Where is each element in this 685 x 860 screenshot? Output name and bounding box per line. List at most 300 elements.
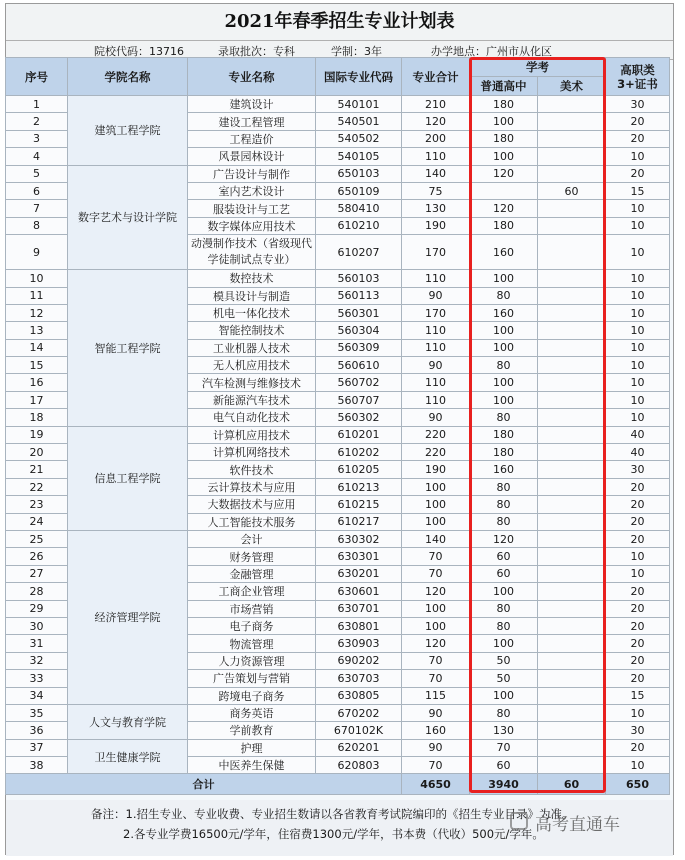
cell-major: 建筑设计	[188, 96, 316, 113]
cell-regular: 100	[470, 270, 538, 287]
cell-code: 610207	[316, 235, 402, 270]
cell-vocational: 15	[606, 687, 670, 704]
cell-seq: 3	[6, 130, 68, 147]
cell-seq: 31	[6, 635, 68, 652]
cell-vocational: 10	[606, 757, 670, 774]
cell-total: 100	[402, 496, 470, 513]
cell-major: 工业机器人技术	[188, 339, 316, 356]
cell-vocational: 10	[606, 391, 670, 408]
cell-total: 140	[402, 530, 470, 547]
cell-code: 690202	[316, 652, 402, 669]
totals-art: 60	[538, 774, 606, 795]
cell-vocational: 30	[606, 722, 670, 739]
cell-total: 220	[402, 444, 470, 461]
cell-art	[538, 478, 606, 495]
cell-code: 620803	[316, 757, 402, 774]
header-vocational: 高职类3+证书	[606, 58, 670, 96]
cell-major: 计算机网络技术	[188, 444, 316, 461]
cell-seq: 17	[6, 391, 68, 408]
cell-major: 广告设计与制作	[188, 165, 316, 182]
cell-regular: 100	[470, 583, 538, 600]
cell-art	[538, 704, 606, 721]
cell-art	[538, 270, 606, 287]
cell-code: 540502	[316, 130, 402, 147]
cell-art	[538, 339, 606, 356]
cell-major: 动漫制作技术（省级现代学徒制试点专业）	[188, 235, 316, 270]
cell-art	[538, 165, 606, 182]
cell-art	[538, 739, 606, 756]
cell-seq: 28	[6, 583, 68, 600]
header-seq: 序号	[6, 58, 68, 96]
cell-major: 电气自动化技术	[188, 409, 316, 426]
cell-code: 560309	[316, 339, 402, 356]
cell-total: 70	[402, 670, 470, 687]
cell-vocational: 10	[606, 200, 670, 217]
cell-regular: 100	[470, 687, 538, 704]
cell-total: 110	[402, 391, 470, 408]
cell-vocational: 20	[606, 739, 670, 756]
cell-major: 大数据技术与应用	[188, 496, 316, 513]
table-row	[6, 96, 670, 113]
totals-total: 4650	[402, 774, 470, 795]
cell-vocational: 10	[606, 339, 670, 356]
cell-code: 630805	[316, 687, 402, 704]
cell-art	[538, 130, 606, 147]
cell-total: 120	[402, 583, 470, 600]
cell-code: 580410	[316, 200, 402, 217]
cell-vocational: 20	[606, 670, 670, 687]
cell-college: 数字艺术与设计学院	[68, 165, 188, 270]
cell-art	[538, 513, 606, 530]
table-body	[6, 96, 670, 795]
cell-total: 170	[402, 304, 470, 321]
cell-regular: 180	[470, 96, 538, 113]
cell-vocational: 40	[606, 426, 670, 443]
cell-seq: 34	[6, 687, 68, 704]
cell-seq: 22	[6, 478, 68, 495]
cell-regular: 100	[470, 322, 538, 339]
cell-major: 机电一体化技术	[188, 304, 316, 321]
cell-total: 90	[402, 409, 470, 426]
cell-regular: 180	[470, 426, 538, 443]
cell-seq: 36	[6, 722, 68, 739]
cell-major: 金融管理	[188, 565, 316, 582]
cell-total: 200	[402, 130, 470, 147]
cell-art	[538, 530, 606, 547]
header-code: 国际专业代码	[316, 58, 402, 96]
cell-regular: 80	[470, 513, 538, 530]
cell-seq: 6	[6, 182, 68, 199]
cell-art	[538, 235, 606, 270]
cell-regular: 180	[470, 130, 538, 147]
cell-vocational: 10	[606, 548, 670, 565]
cell-regular: 80	[470, 600, 538, 617]
cell-art	[538, 96, 606, 113]
cell-major: 建设工程管理	[188, 113, 316, 130]
cell-seq: 5	[6, 165, 68, 182]
cell-code: 650109	[316, 182, 402, 199]
cell-vocational: 20	[606, 530, 670, 547]
cell-vocational: 10	[606, 217, 670, 234]
cell-regular	[470, 182, 538, 199]
cell-regular: 80	[470, 617, 538, 634]
cell-art	[538, 548, 606, 565]
cell-regular: 180	[470, 217, 538, 234]
cell-total: 110	[402, 148, 470, 165]
cell-code: 630201	[316, 565, 402, 582]
cell-total: 100	[402, 600, 470, 617]
cell-total: 170	[402, 235, 470, 270]
cell-total: 190	[402, 217, 470, 234]
cell-code: 540501	[316, 113, 402, 130]
header-regular: 普通高中	[470, 77, 538, 96]
cell-regular: 60	[470, 757, 538, 774]
cell-total: 210	[402, 96, 470, 113]
cell-regular: 60	[470, 565, 538, 582]
cell-code: 610217	[316, 513, 402, 530]
cell-total: 70	[402, 757, 470, 774]
cell-art	[538, 496, 606, 513]
school-code: 院校代码：13716	[94, 45, 184, 58]
cell-vocational: 20	[606, 165, 670, 182]
cell-art	[538, 409, 606, 426]
cell-major: 人力资源管理	[188, 652, 316, 669]
cell-regular: 160	[470, 235, 538, 270]
cell-major: 学前教育	[188, 722, 316, 739]
cell-regular: 80	[470, 287, 538, 304]
cell-major: 智能控制技术	[188, 322, 316, 339]
cell-regular: 100	[470, 635, 538, 652]
cell-code: 610213	[316, 478, 402, 495]
cell-major: 风景园林设计	[188, 148, 316, 165]
cell-regular: 60	[470, 548, 538, 565]
cell-vocational: 20	[606, 130, 670, 147]
cell-regular: 70	[470, 739, 538, 756]
cell-major: 服装设计与工艺	[188, 200, 316, 217]
table-row	[6, 165, 670, 182]
cell-seq: 14	[6, 339, 68, 356]
cell-seq: 20	[6, 444, 68, 461]
cell-art: 60	[538, 182, 606, 199]
cell-code: 610210	[316, 217, 402, 234]
cell-total: 100	[402, 478, 470, 495]
cell-regular: 120	[470, 200, 538, 217]
cell-code: 630903	[316, 635, 402, 652]
table-row	[6, 739, 670, 756]
page-title: 2021年春季招生专业计划表	[6, 4, 673, 41]
cell-code: 650103	[316, 165, 402, 182]
cell-art	[538, 757, 606, 774]
table-row	[6, 704, 670, 721]
cell-code: 630703	[316, 670, 402, 687]
cell-total: 220	[402, 426, 470, 443]
cell-major: 电子商务	[188, 617, 316, 634]
cell-major: 人工智能技术服务	[188, 513, 316, 530]
watermark: 高考直通车	[535, 815, 620, 835]
cell-total: 100	[402, 617, 470, 634]
cell-vocational: 20	[606, 635, 670, 652]
cell-total: 120	[402, 635, 470, 652]
cell-college: 建筑工程学院	[68, 96, 188, 166]
cell-art	[538, 600, 606, 617]
cell-regular: 80	[470, 409, 538, 426]
cell-seq: 26	[6, 548, 68, 565]
cell-total: 70	[402, 548, 470, 565]
cell-vocational: 10	[606, 235, 670, 270]
cell-regular: 100	[470, 148, 538, 165]
totals-vocational: 650	[606, 774, 670, 795]
cell-major: 工程造价	[188, 130, 316, 147]
cell-total: 110	[402, 270, 470, 287]
cell-vocational: 10	[606, 270, 670, 287]
cell-regular: 50	[470, 670, 538, 687]
cell-vocational: 10	[606, 357, 670, 374]
cell-total: 90	[402, 704, 470, 721]
cell-total: 90	[402, 357, 470, 374]
cell-vocational: 30	[606, 96, 670, 113]
cell-seq: 13	[6, 322, 68, 339]
cell-art	[538, 287, 606, 304]
cell-major: 市场营销	[188, 600, 316, 617]
cell-seq: 7	[6, 200, 68, 217]
header-exam-group: 学考	[470, 58, 606, 77]
cell-vocational: 10	[606, 409, 670, 426]
totals-row	[6, 774, 670, 795]
cell-total: 100	[402, 513, 470, 530]
cell-major: 商务英语	[188, 704, 316, 721]
cell-total: 70	[402, 652, 470, 669]
header-college: 学院名称	[68, 58, 188, 96]
cell-code: 560103	[316, 270, 402, 287]
cell-art	[538, 426, 606, 443]
cell-college: 经济管理学院	[68, 530, 188, 704]
cell-vocational: 20	[606, 478, 670, 495]
cell-code: 610205	[316, 461, 402, 478]
cell-regular: 80	[470, 496, 538, 513]
cell-total: 90	[402, 287, 470, 304]
cell-total: 160	[402, 722, 470, 739]
cell-art	[538, 148, 606, 165]
cell-art	[538, 635, 606, 652]
cell-total: 75	[402, 182, 470, 199]
cell-regular: 100	[470, 113, 538, 130]
cell-vocational: 20	[606, 652, 670, 669]
cell-seq: 8	[6, 217, 68, 234]
enrollment-plan-table	[5, 57, 670, 795]
cell-art	[538, 722, 606, 739]
cell-regular: 160	[470, 461, 538, 478]
cell-art	[538, 565, 606, 582]
cell-art	[538, 617, 606, 634]
cell-major: 中医养生保健	[188, 757, 316, 774]
cell-seq: 38	[6, 757, 68, 774]
cell-seq: 10	[6, 270, 68, 287]
cell-code: 630301	[316, 548, 402, 565]
table-row	[6, 426, 670, 443]
totals-label: 合计	[6, 774, 402, 795]
cell-seq: 21	[6, 461, 68, 478]
cell-regular: 100	[470, 339, 538, 356]
cell-code: 540101	[316, 96, 402, 113]
cell-regular: 160	[470, 304, 538, 321]
cell-code: 630801	[316, 617, 402, 634]
cell-total: 130	[402, 200, 470, 217]
cell-seq: 32	[6, 652, 68, 669]
cell-code: 630701	[316, 600, 402, 617]
cell-vocational: 10	[606, 704, 670, 721]
cell-art	[538, 357, 606, 374]
cell-art	[538, 461, 606, 478]
cell-art	[538, 687, 606, 704]
cell-vocational: 10	[606, 374, 670, 391]
header-total: 专业合计	[402, 58, 470, 96]
cell-major: 汽车检测与维修技术	[188, 374, 316, 391]
cell-code: 560301	[316, 304, 402, 321]
cell-seq: 11	[6, 287, 68, 304]
cell-major: 广告策划与营销	[188, 670, 316, 687]
cell-art	[538, 200, 606, 217]
cell-college: 智能工程学院	[68, 270, 188, 427]
cell-major: 工商企业管理	[188, 583, 316, 600]
cell-major: 财务管理	[188, 548, 316, 565]
cell-vocational: 10	[606, 565, 670, 582]
cell-college: 卫生健康学院	[68, 739, 188, 774]
cell-total: 70	[402, 565, 470, 582]
cell-seq: 16	[6, 374, 68, 391]
admission-batch: 录取批次：专科	[218, 45, 295, 58]
cell-seq: 12	[6, 304, 68, 321]
cell-code: 560113	[316, 287, 402, 304]
cell-major: 跨境电子商务	[188, 687, 316, 704]
cell-code: 620201	[316, 739, 402, 756]
cell-total: 110	[402, 339, 470, 356]
cell-code: 540105	[316, 148, 402, 165]
campus-location: 办学地点：广州市从化区	[431, 45, 552, 58]
cell-vocational: 40	[606, 444, 670, 461]
cell-total: 190	[402, 461, 470, 478]
watermark-logo-icon	[510, 812, 528, 830]
cell-vocational: 15	[606, 182, 670, 199]
cell-vocational: 10	[606, 287, 670, 304]
cell-seq: 29	[6, 600, 68, 617]
cell-seq: 30	[6, 617, 68, 634]
note-line-2: 2.各专业学费16500元/学年，住宿费1300元/学年，书本费（代收）500元/学年。	[123, 827, 544, 841]
cell-vocational: 10	[606, 304, 670, 321]
cell-art	[538, 583, 606, 600]
cell-seq: 24	[6, 513, 68, 530]
cell-vocational: 20	[606, 583, 670, 600]
cell-code: 560304	[316, 322, 402, 339]
cell-vocational: 20	[606, 600, 670, 617]
cell-art	[538, 217, 606, 234]
cell-major: 软件技术	[188, 461, 316, 478]
cell-regular: 180	[470, 444, 538, 461]
header-major: 专业名称	[188, 58, 316, 96]
cell-code: 560302	[316, 409, 402, 426]
cell-vocational: 20	[606, 617, 670, 634]
cell-code: 560707	[316, 391, 402, 408]
cell-vocational: 10	[606, 322, 670, 339]
study-duration: 学制：3年	[331, 45, 382, 58]
cell-seq: 35	[6, 704, 68, 721]
cell-regular: 80	[470, 357, 538, 374]
cell-art	[538, 391, 606, 408]
cell-seq: 18	[6, 409, 68, 426]
cell-seq: 9	[6, 235, 68, 270]
cell-seq: 2	[6, 113, 68, 130]
cell-major: 室内艺术设计	[188, 182, 316, 199]
cell-major: 计算机应用技术	[188, 426, 316, 443]
header-art: 美术	[538, 77, 606, 96]
cell-art	[538, 374, 606, 391]
cell-major: 新能源汽车技术	[188, 391, 316, 408]
cell-seq: 1	[6, 96, 68, 113]
cell-code: 630601	[316, 583, 402, 600]
table-row	[6, 530, 670, 547]
cell-seq: 15	[6, 357, 68, 374]
cell-college: 信息工程学院	[68, 426, 188, 530]
cell-seq: 23	[6, 496, 68, 513]
cell-vocational: 20	[606, 113, 670, 130]
cell-vocational: 30	[606, 461, 670, 478]
cell-regular: 120	[470, 530, 538, 547]
cell-total: 90	[402, 739, 470, 756]
cell-total: 110	[402, 322, 470, 339]
note-line-1: 备注：1.招生专业、专业收费、专业招生数请以各省教育考试院编印的《招生专业目录》为准。	[91, 807, 574, 821]
cell-college: 人文与教育学院	[68, 704, 188, 739]
cell-regular: 80	[470, 704, 538, 721]
cell-major: 云计算技术与应用	[188, 478, 316, 495]
cell-art	[538, 444, 606, 461]
cell-major: 模具设计与制造	[188, 287, 316, 304]
cell-code: 610202	[316, 444, 402, 461]
totals-regular: 3940	[470, 774, 538, 795]
cell-art	[538, 322, 606, 339]
cell-seq: 37	[6, 739, 68, 756]
cell-major: 物流管理	[188, 635, 316, 652]
cell-art	[538, 304, 606, 321]
cell-seq: 19	[6, 426, 68, 443]
cell-total: 120	[402, 113, 470, 130]
cell-code: 610201	[316, 426, 402, 443]
cell-seq: 4	[6, 148, 68, 165]
cell-code: 560610	[316, 357, 402, 374]
cell-art	[538, 113, 606, 130]
cell-art	[538, 652, 606, 669]
table-row	[6, 270, 670, 287]
cell-seq: 33	[6, 670, 68, 687]
cell-major: 数控技术	[188, 270, 316, 287]
cell-code: 670102K	[316, 722, 402, 739]
cell-code: 670202	[316, 704, 402, 721]
cell-vocational: 20	[606, 496, 670, 513]
cell-seq: 27	[6, 565, 68, 582]
cell-regular: 120	[470, 165, 538, 182]
cell-regular: 130	[470, 722, 538, 739]
cell-total: 140	[402, 165, 470, 182]
cell-code: 630302	[316, 530, 402, 547]
cell-art	[538, 670, 606, 687]
cell-regular: 80	[470, 478, 538, 495]
cell-code: 610215	[316, 496, 402, 513]
cell-total: 115	[402, 687, 470, 704]
cell-code: 560702	[316, 374, 402, 391]
cell-major: 护理	[188, 739, 316, 756]
cell-major: 会计	[188, 530, 316, 547]
cell-major: 无人机应用技术	[188, 357, 316, 374]
cell-vocational: 10	[606, 148, 670, 165]
cell-seq: 25	[6, 530, 68, 547]
